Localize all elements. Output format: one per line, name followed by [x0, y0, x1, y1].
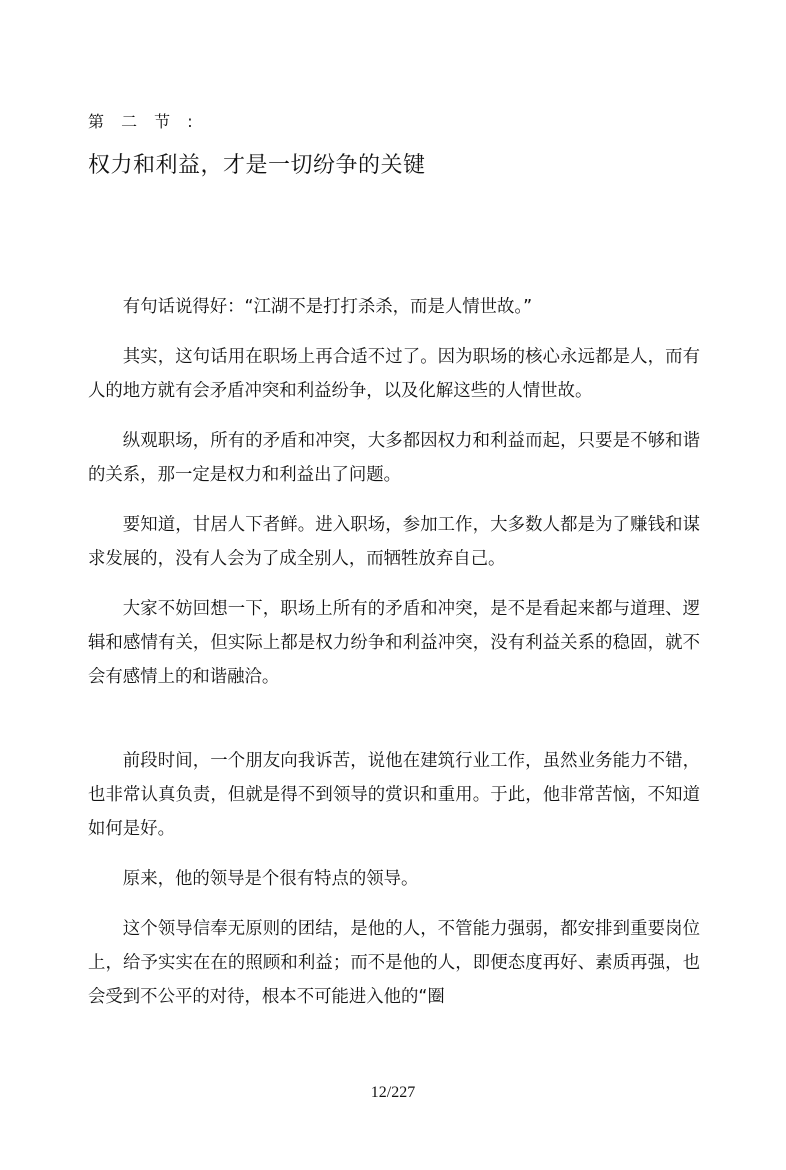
paragraph: 这个领导信奉无原则的团结，是他的人，不管能力强弱，都安排到重要岗位上，给予实实在在的照顾和利益；而不是他的人，即便态度再好、素质再强，也会受到不公平的对待，根本不可能进入他的“圈: [88, 919, 700, 1007]
chapter-title: 权力和利益，才是一切纷争的关键: [88, 153, 426, 178]
paragraph: 有句话说得好：“江湖不是打打杀杀，而是人情世故。”: [122, 297, 533, 317]
paragraph: 前段时间，一个朋友向我诉苦，说他在建筑行业工作，虽然业务能力不错，也非常认真负责，但就是得不到领导的赏识和重用。于此，他非常苦恼，不知道如何是好。: [88, 751, 700, 839]
paragraph: 大家不妨回想一下，职场上所有的矛盾和冲突，是不是看起来都与道理、逻辑和感情有关，但实际上都是权力纷争和利益冲突，没有利益关系的稳固，就不会有感情上的和谐融洽。: [88, 599, 700, 687]
paragraph: 要知道，甘居人下者鲜。进入职场，参加工作，大多数人都是为了赚钱和谋求发展的，没有人会为了成全别人，而牺牲放弃自己。: [88, 515, 700, 569]
paragraph: 纵观职场，所有的矛盾和冲突，大多都因权力和利益而起，只要是不够和谐的关系，那一定是权力和利益出了问题。: [88, 431, 700, 485]
section-label: 第 二 节 :: [88, 112, 199, 131]
body-text: [88, 290, 700, 1014]
page-number: 12/227: [370, 1084, 416, 1101]
paragraph: 其实，这句话用在职场上再合适不过了。因为职场的核心永远都是人，而有人的地方就有会矛盾冲突和利益纷争，以及化解这些的人情世故。: [88, 347, 700, 401]
paragraph: 原来，他的领导是个很有特点的领导。: [122, 869, 419, 889]
